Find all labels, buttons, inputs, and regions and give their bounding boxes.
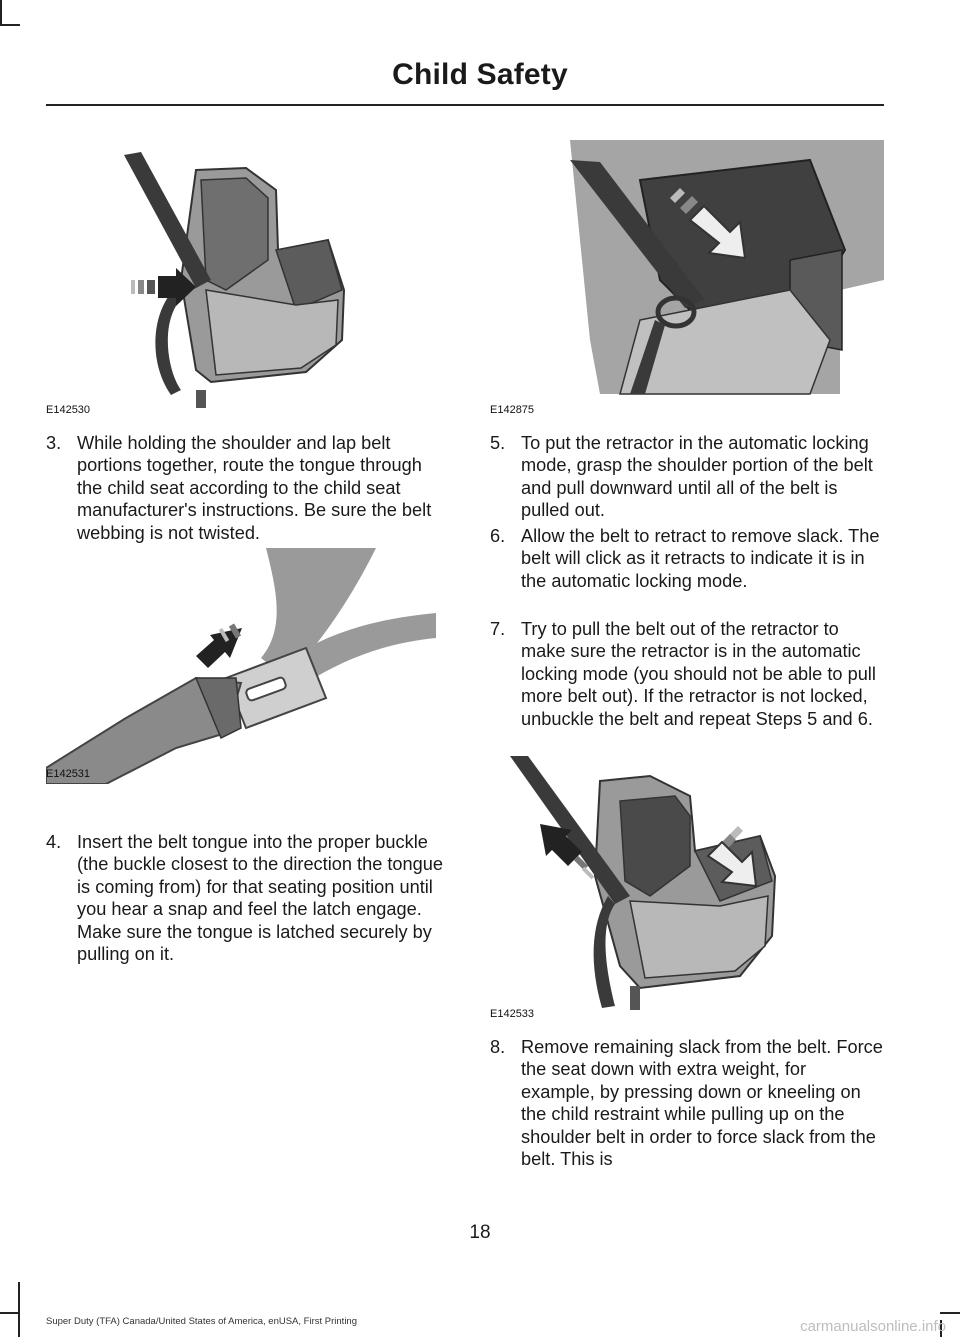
step-4 bbox=[46, 831, 446, 965]
child-seat-slack-illustration bbox=[490, 756, 884, 1024]
figure-code: E142530 bbox=[46, 404, 91, 416]
step-6 bbox=[490, 525, 884, 592]
figure-buckle-insert bbox=[46, 548, 436, 784]
arrow-left-icon bbox=[196, 623, 242, 668]
figure-child-seat-routing bbox=[46, 140, 436, 422]
figure-code: E142533 bbox=[490, 1008, 535, 1020]
step-text: Insert the belt tongue into the proper buckle (the buckle closest to the direction the tongue is coming from) for that seating position until you hear a snap and feel the latch engage. Make sure the tongue is latched securely by pulling on it. bbox=[77, 832, 443, 965]
buckle-illustration bbox=[46, 548, 436, 784]
child-seat-closeup-illustration bbox=[490, 140, 884, 422]
step-number: 5. bbox=[490, 433, 506, 453]
crop-mark bbox=[18, 1282, 20, 1337]
crop-mark bbox=[940, 1312, 960, 1314]
child-seat-illustration bbox=[46, 140, 436, 422]
step-3 bbox=[46, 432, 446, 544]
figure-remove-slack bbox=[490, 756, 884, 1024]
step-text: Try to pull the belt out of the retractor to make sure the retractor is in the automatic locking mode (you should not be able to pull more belt out). If the retractor is not locked, unbuckle the belt and repeat Steps 5 and 6. bbox=[521, 619, 876, 729]
step-5 bbox=[490, 432, 884, 522]
step-8 bbox=[490, 1036, 884, 1170]
footer-text: Super Duty (TFA) Canada/United States of America, enUSA, First Printing bbox=[46, 1316, 357, 1327]
crop-mark bbox=[0, 1312, 20, 1314]
step-7 bbox=[490, 618, 884, 730]
crop-mark bbox=[0, 24, 20, 26]
figure-code: E142875 bbox=[490, 404, 535, 416]
step-number: 8. bbox=[490, 1037, 506, 1057]
step-text: To put the retractor in the automatic locking mode, grasp the shoulder portion of the belt and pull downward until all of the belt is pulled out. bbox=[521, 433, 873, 521]
step-number: 7. bbox=[490, 619, 506, 639]
crop-mark bbox=[0, 0, 2, 26]
step-number: 3. bbox=[46, 433, 62, 453]
figure-retractor-lock bbox=[490, 140, 884, 422]
watermark: carmanualsonline.info bbox=[800, 1318, 946, 1335]
page-title: Child Safety bbox=[392, 58, 568, 91]
page-number: 18 bbox=[469, 1222, 491, 1243]
step-number: 4. bbox=[46, 832, 62, 852]
figure-code: E142531 bbox=[46, 768, 91, 780]
step-text: While holding the shoulder and lap belt portions together, route the tongue through the child seat according to the child seat manufacturer's instructions. Be sure the belt webbing is not twisted. bbox=[77, 433, 432, 543]
header-rule bbox=[46, 104, 884, 106]
step-number: 6. bbox=[490, 526, 506, 546]
step-text: Allow the belt to retract to remove slack. The belt will click as it retracts to indicate it is in the automatic locking mode. bbox=[521, 526, 880, 591]
step-text: Remove remaining slack from the belt. Force the seat down with extra weight, for example, by pressing down or kneeling on the child restraint while pulling up on the shoulder belt in order to force slack from the belt. This is bbox=[521, 1037, 883, 1170]
